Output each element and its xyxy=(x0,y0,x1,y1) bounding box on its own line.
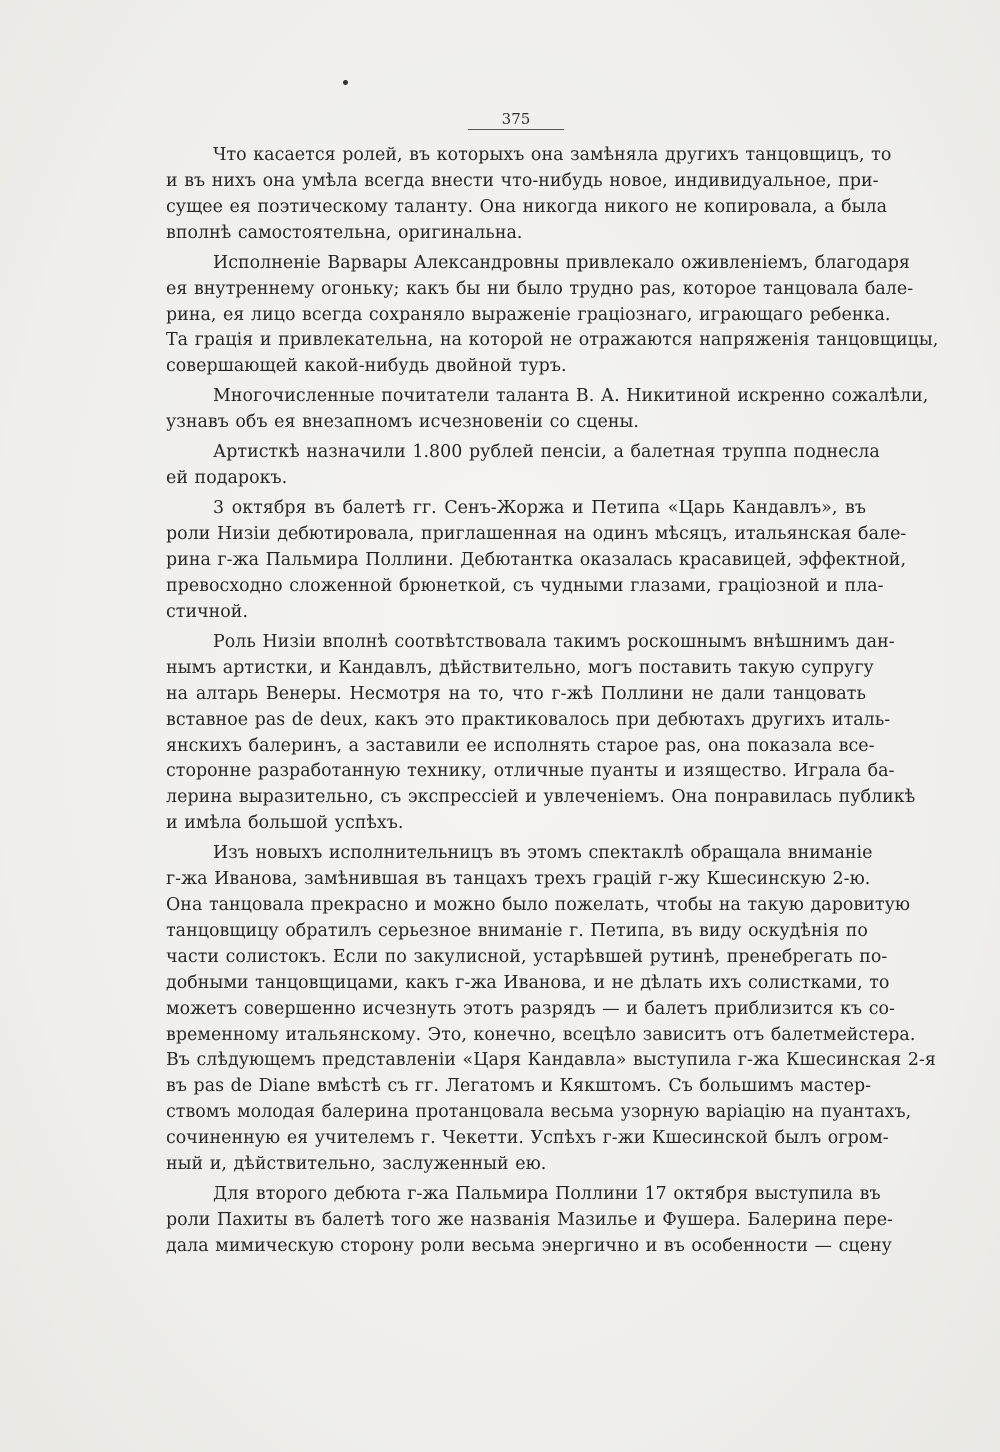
text-line: 3 октября въ балетѣ гг. Сенъ-Жоржа и Петипа «Царь Кандавлъ», въ xyxy=(213,498,866,519)
page-number xyxy=(468,110,564,130)
paragraph xyxy=(166,251,939,380)
paragraph xyxy=(166,841,936,1178)
text-line: ея внутреннему огоньку; какъ бы ни было трудно pas, которое танцовала бале- xyxy=(166,278,914,299)
text-line: стичной. xyxy=(166,601,249,622)
text-line: Артисткѣ назначили 1.800 рублей пенсіи, а балетная труппа поднесла xyxy=(213,442,880,463)
text-line: сочиненную ея учителемъ г. Чекетти. Успѣхъ г-жи Кшесинской былъ огром- xyxy=(166,1128,889,1149)
text-line: нымъ артистки, и Кандавлъ, дѣйствительно, могъ поставить такую супругу xyxy=(166,657,874,678)
text-line: можетъ совершенно исчезнуть этотъ разрядъ — и балетъ приблизится къ со- xyxy=(166,998,895,1019)
text-line: узнавъ объ ея внезапномъ исчезновеніи со сцены. xyxy=(166,412,639,433)
paragraph xyxy=(166,630,916,837)
text-line: совершающей какой-нибудь двойной туръ. xyxy=(166,356,567,377)
text-line: вполнѣ самостоятельна, оригинальна. xyxy=(166,222,523,243)
text-line: сущее ея поэтическому таланту. Она никогда никого не копировала, а была xyxy=(166,196,888,217)
text-line: и въ нихъ она умѣла всегда внести что-нибудь новое, индивидуальное, при- xyxy=(166,170,879,191)
text-line: части солистокъ. Если по закулисной, устарѣвшей рутинѣ, пренебрегать по- xyxy=(166,946,888,967)
text-line: Роль Низіи вполнѣ соотвѣтствовала такимъ роскошнымъ внѣшнимъ дан- xyxy=(213,631,895,652)
text-line: роли Пахиты въ балетѣ того же названія Мазилье и Фушера. Балерина пере- xyxy=(166,1209,893,1230)
page-number-text: 375 xyxy=(501,110,531,128)
page-number-rule xyxy=(468,129,564,130)
paragraph xyxy=(166,440,880,492)
paragraph xyxy=(166,143,892,247)
text-line: въ pas de Diane вмѣстѣ съ гг. Легатомъ и Кякштомъ. Съ большимъ мастер- xyxy=(166,1076,872,1097)
text-line: лерина выразительно, съ экспрессіей и увлеченіемъ. Она понравилась публикѣ xyxy=(166,787,916,808)
paragraph xyxy=(166,1182,893,1260)
text-line: на алтарь Венеры. Несмотря на то, что г-жѣ Поллини не дали танцовать xyxy=(166,683,866,704)
text-line: г-жа Иванова, замѣнившая въ танцахъ трехъ грацій г-жу Кшесинскую 2-ю. xyxy=(166,869,871,890)
text-line: Та грація и привлекательна, на которой не отражаются напряженія танцовщицы, xyxy=(166,330,939,351)
text-line: Что касается ролей, въ которыхъ она замѣняла другихъ танцовщицъ, то xyxy=(213,145,892,165)
paragraph xyxy=(166,496,907,625)
text-line: сторонне разработанную технику, отличные пуанты и изящество. Играла ба- xyxy=(166,761,895,782)
text-line: танцовщицу обратилъ серьезное вниманіе г. Петипа, въ виду оскудѣнія по xyxy=(166,920,868,941)
text-line: ей подарокъ. xyxy=(166,468,288,489)
text-line: Исполненіе Варвары Александровны привлекало оживленіемъ, благодаря xyxy=(213,252,910,273)
text-line: добными танцовщицами, какъ г-жа Иванова, и не дѣлать ихъ солистками, то xyxy=(166,972,890,993)
text-line: ный и, дѣйствительно, заслуженный ею. xyxy=(166,1153,547,1174)
text-line: временному итальянскому. Это, конечно, всецѣло зависитъ отъ балетмейстера. xyxy=(166,1024,916,1045)
text-line: ствомъ молодая балерина протанцовала весьма узорную варіацію на пуантахъ, xyxy=(166,1102,912,1123)
text-line: рина г-жа Пальмира Поллини. Дебютантка оказалась красавицей, эффектной, xyxy=(166,550,907,571)
text-line: Въ слѣдующемъ представленіи «Царя Кандавла» выступила г-жа Кшесинская 2-я xyxy=(166,1050,936,1071)
text-line: Изъ новыхъ исполнительницъ въ этомъ спектаклѣ обращала вниманіе xyxy=(213,843,873,864)
text-line: превосходно сложенной брюнеткой, съ чудными глазами, граціозной и пла- xyxy=(166,576,884,596)
paragraph xyxy=(166,384,929,436)
text-line: Она танцовала прекрасно и можно было пожелать, чтобы на такую даровитую xyxy=(166,895,911,916)
text-line: Многочисленные почитатели таланта В. А. Никитиной искренно сожалѣли, xyxy=(213,386,929,407)
body-text xyxy=(166,143,939,1264)
text-line: янскихъ балеринъ, а заставили ее исполнять старое pas, она показала все- xyxy=(166,735,875,756)
text-line: Для второго дебюта г-жа Пальмира Поллини 17 октября выступила въ xyxy=(213,1184,881,1205)
text-line: дала мимическую сторону роли весьма энергично и въ особенности — сцену xyxy=(166,1235,892,1256)
text-line: вставное pas de deux, какъ это практиковалось при дебютахъ другихъ италь- xyxy=(166,709,891,730)
text-line: рина, ея лицо всегда сохраняло выраженіе граціознаго, играющаго ребенка. xyxy=(166,304,891,325)
text-line: роли Низіи дебютировала, приглашенная на одинъ мѣсяцъ, итальянская бале- xyxy=(166,524,907,545)
text-line: и имѣла большой успѣхъ. xyxy=(166,813,404,834)
ink-speck xyxy=(343,80,348,85)
